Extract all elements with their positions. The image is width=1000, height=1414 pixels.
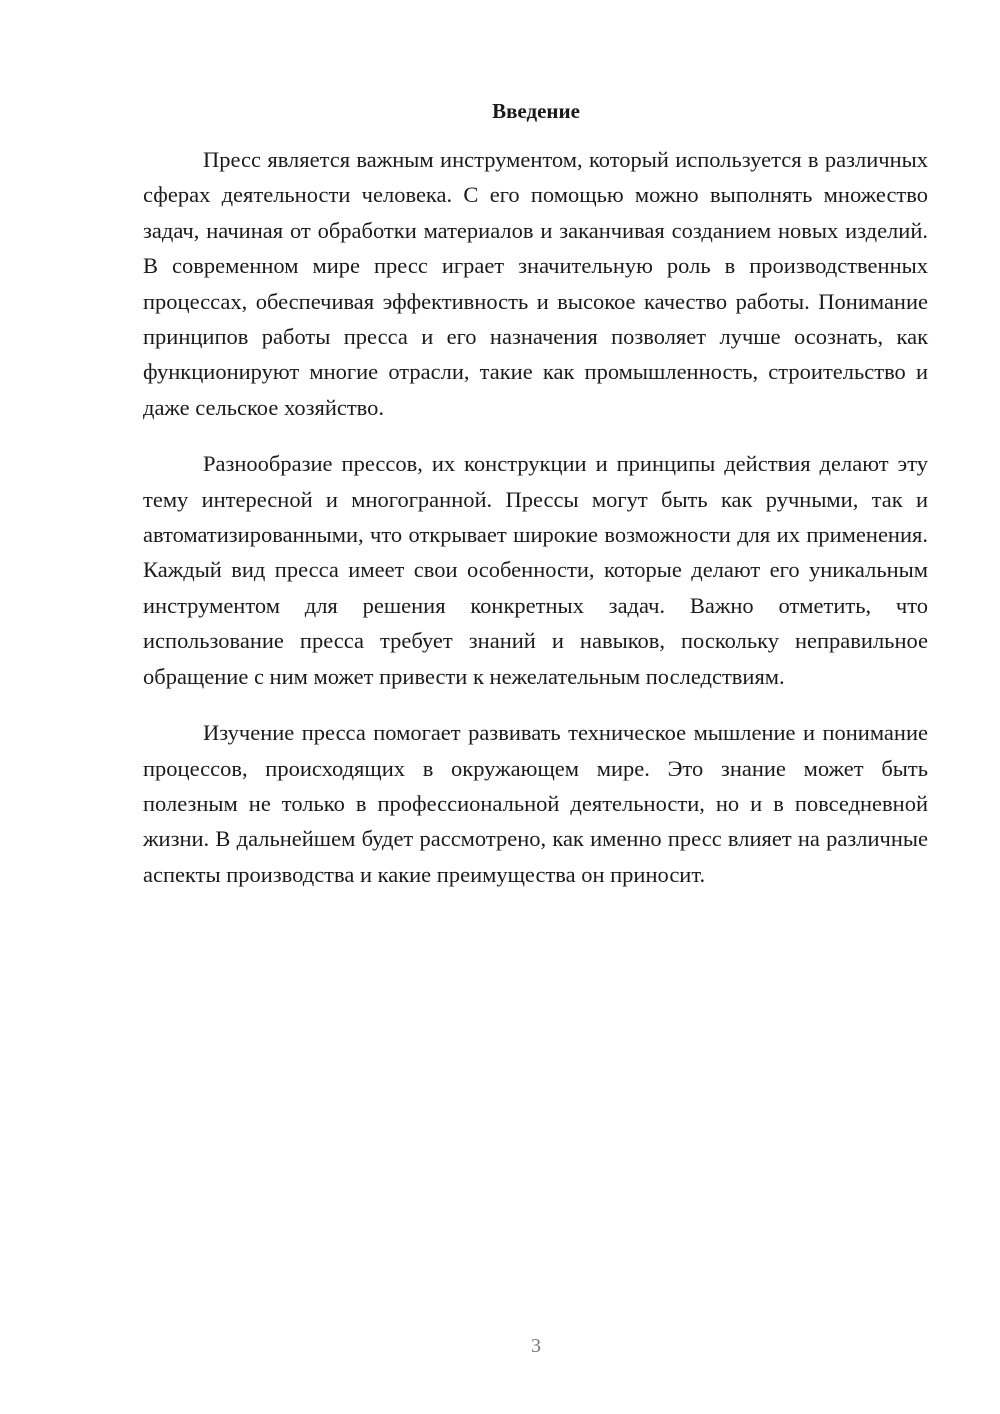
- page-number: 3: [531, 1335, 541, 1357]
- page-title: Введение: [492, 99, 580, 123]
- body-text: [143, 142, 928, 913]
- paragraph-2: Разнообразие прессов, их конструкции и принципы действия делают эту тему интересной и многогранной. Прессы могут быть как ручными, так и автоматизированными, что открывает широкие возможности для их применения. Каждый вид пресса имеет свои особенности, которые делают его уникальным инструментом для решения конкретных задач. Важно отметить, что использование пресса требует знаний и навыков, поскольку неправильное обращение с ним может привести к нежелательным последствиям.: [143, 451, 928, 689]
- paragraph-3: Изучение пресса помогает развивать техническое мышление и понимание процессов, происходящих в окружающем мире. Это знание может быть полезным не только в профессиональной деятельности, но и в повседневной жизни. В дальнейшем будет рассмотрено, как именно пресс влияет на различные аспекты производства и какие преимущества он приносит.: [143, 720, 928, 887]
- paragraph-1: Пресс является важным инструментом, который используется в различных сферах деятельности человека. С его помощью можно выполнять множество задач, начиная от обработки материалов и заканчивая созданием новых изделий. В современном мире пресс играет значительную роль в производственных процессах, обеспечивая эффективность и высокое качество работы. Понимание принципов работы пресса и его назначения позволяет лучше осознать, как функционируют многие отрасли, такие как промышленность, строительство и даже сельское хозяйство.: [143, 147, 928, 420]
